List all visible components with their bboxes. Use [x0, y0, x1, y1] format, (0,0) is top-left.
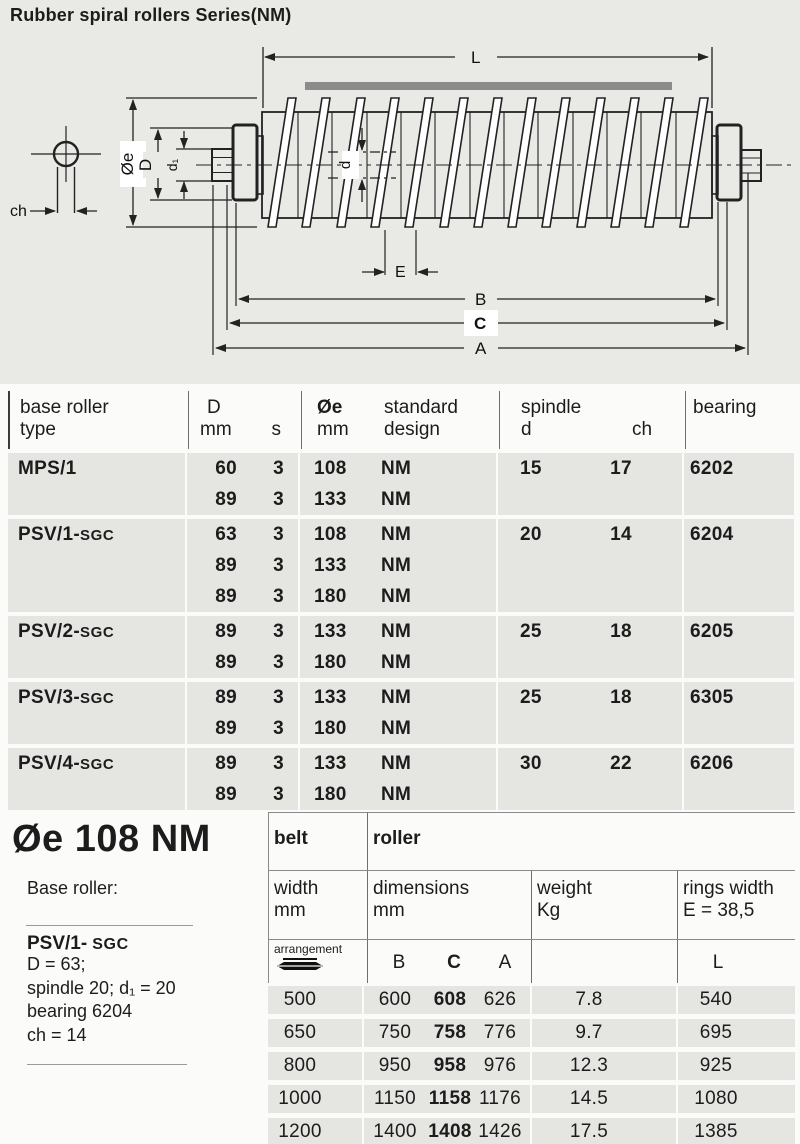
- spindle-end-view: [31, 126, 101, 213]
- table-row: PSV/1-SGC 63 3 108 NM 20 14 6204: [18, 524, 734, 545]
- table-row: 89 3 133 NM: [215, 555, 412, 576]
- base-roller-label: Base roller:: [27, 878, 119, 898]
- spec-ch: ch = 14: [27, 1024, 87, 1045]
- header-bearing: bearing: [685, 391, 796, 449]
- header-L: L: [677, 940, 796, 983]
- belt-row: 800 950 958 976 12.3 925: [268, 1052, 795, 1080]
- table-row-group-mps1: [8, 453, 794, 515]
- table-row: MPS/1 60 3 108 NM 15 17 6202: [18, 458, 734, 479]
- label-C: C: [474, 314, 487, 333]
- label-B: B: [475, 290, 487, 309]
- table-row: 89 3 180 NM: [215, 586, 412, 607]
- table-row: 89 3 180 NM: [215, 784, 412, 805]
- belt-table-body: [268, 986, 795, 1144]
- label-L: L: [471, 48, 481, 67]
- spec-D: D = 63;: [27, 954, 86, 974]
- table-row-group-psv1: [8, 519, 794, 612]
- table-row: PSV/3-SGC 89 3 133 NM 25 18 6305: [18, 687, 734, 708]
- detail-model: PSV/1- SGC: [27, 933, 129, 954]
- label-E: E: [395, 264, 406, 281]
- label-A: A: [475, 339, 487, 358]
- right-end-cap: [712, 125, 761, 200]
- header-rings-width: rings width E = 38,5: [677, 871, 796, 939]
- header-roller: roller: [367, 813, 796, 870]
- table-row: 89 3 133 NM: [215, 489, 412, 510]
- header-BCA: B C A: [367, 940, 531, 983]
- label-d: d: [337, 160, 354, 170]
- spiral-rings: [268, 98, 708, 227]
- header-dimensions: dimensions mm: [367, 871, 531, 939]
- label-oe: Øe: [118, 152, 137, 176]
- belt-row: 1200 1400 1408 1426 17.5 1385: [268, 1118, 795, 1144]
- label-d1: d₁: [164, 158, 180, 172]
- label-ch: ch: [10, 203, 27, 220]
- header-spindle-d-ch: spindle d ch: [499, 391, 685, 449]
- header-arrangement: arrangement: [269, 940, 367, 983]
- belt-roller-table: [268, 812, 795, 1144]
- header-belt: belt: [274, 828, 308, 849]
- detail-title: Øe 108 NM: [12, 818, 211, 860]
- belt-arrangement-icon: [277, 958, 323, 972]
- roller-technical-drawing: [0, 30, 800, 388]
- detail-specs: [27, 953, 176, 1047]
- main-table-header: [8, 391, 796, 449]
- table-row: PSV/2-SGC 89 3 133 NM 25 18 6205: [18, 621, 734, 642]
- dimension-ch: [10, 203, 97, 220]
- spec-spindle: spindle 20; d₁ = 20: [27, 977, 176, 998]
- table-row-group-psv4: [8, 748, 794, 810]
- dimension-E: [362, 230, 438, 281]
- table-row: 89 3 180 NM: [215, 652, 412, 673]
- label-D: D: [136, 158, 155, 172]
- header-weight: weight Kg: [531, 871, 677, 939]
- header-oe-standard-design: Øe standard mm design: [301, 391, 499, 449]
- header-base-roller-type: base roller type: [20, 397, 109, 440]
- table-row: PSV/4-SGC 89 3 133 NM 30 22 6206: [18, 753, 734, 774]
- divider: [27, 1064, 187, 1065]
- left-end-cap: [212, 125, 263, 200]
- belt-row: 650 750 758 776 9.7 695: [268, 1019, 795, 1047]
- divider: [26, 925, 193, 926]
- belt-row: 500 600 608 626 7.8 540: [268, 986, 795, 1014]
- table-row-group-psv3: [8, 682, 794, 744]
- header-D-mm-s: D mm s: [188, 391, 301, 449]
- spec-bearing: bearing 6204: [27, 1001, 133, 1021]
- table-row: 89 3 180 NM: [215, 718, 412, 739]
- main-table-body: [8, 453, 794, 814]
- header-width: width mm: [274, 878, 319, 921]
- table-row-group-psv2: [8, 616, 794, 678]
- belt-table-header: [268, 812, 795, 983]
- belt-bar: [305, 82, 672, 90]
- page-title: Rubber spiral rollers Series(NM): [10, 5, 292, 25]
- belt-row: 1000 1150 1158 1176 14.5 1080: [268, 1085, 795, 1113]
- roller-body: [262, 98, 712, 227]
